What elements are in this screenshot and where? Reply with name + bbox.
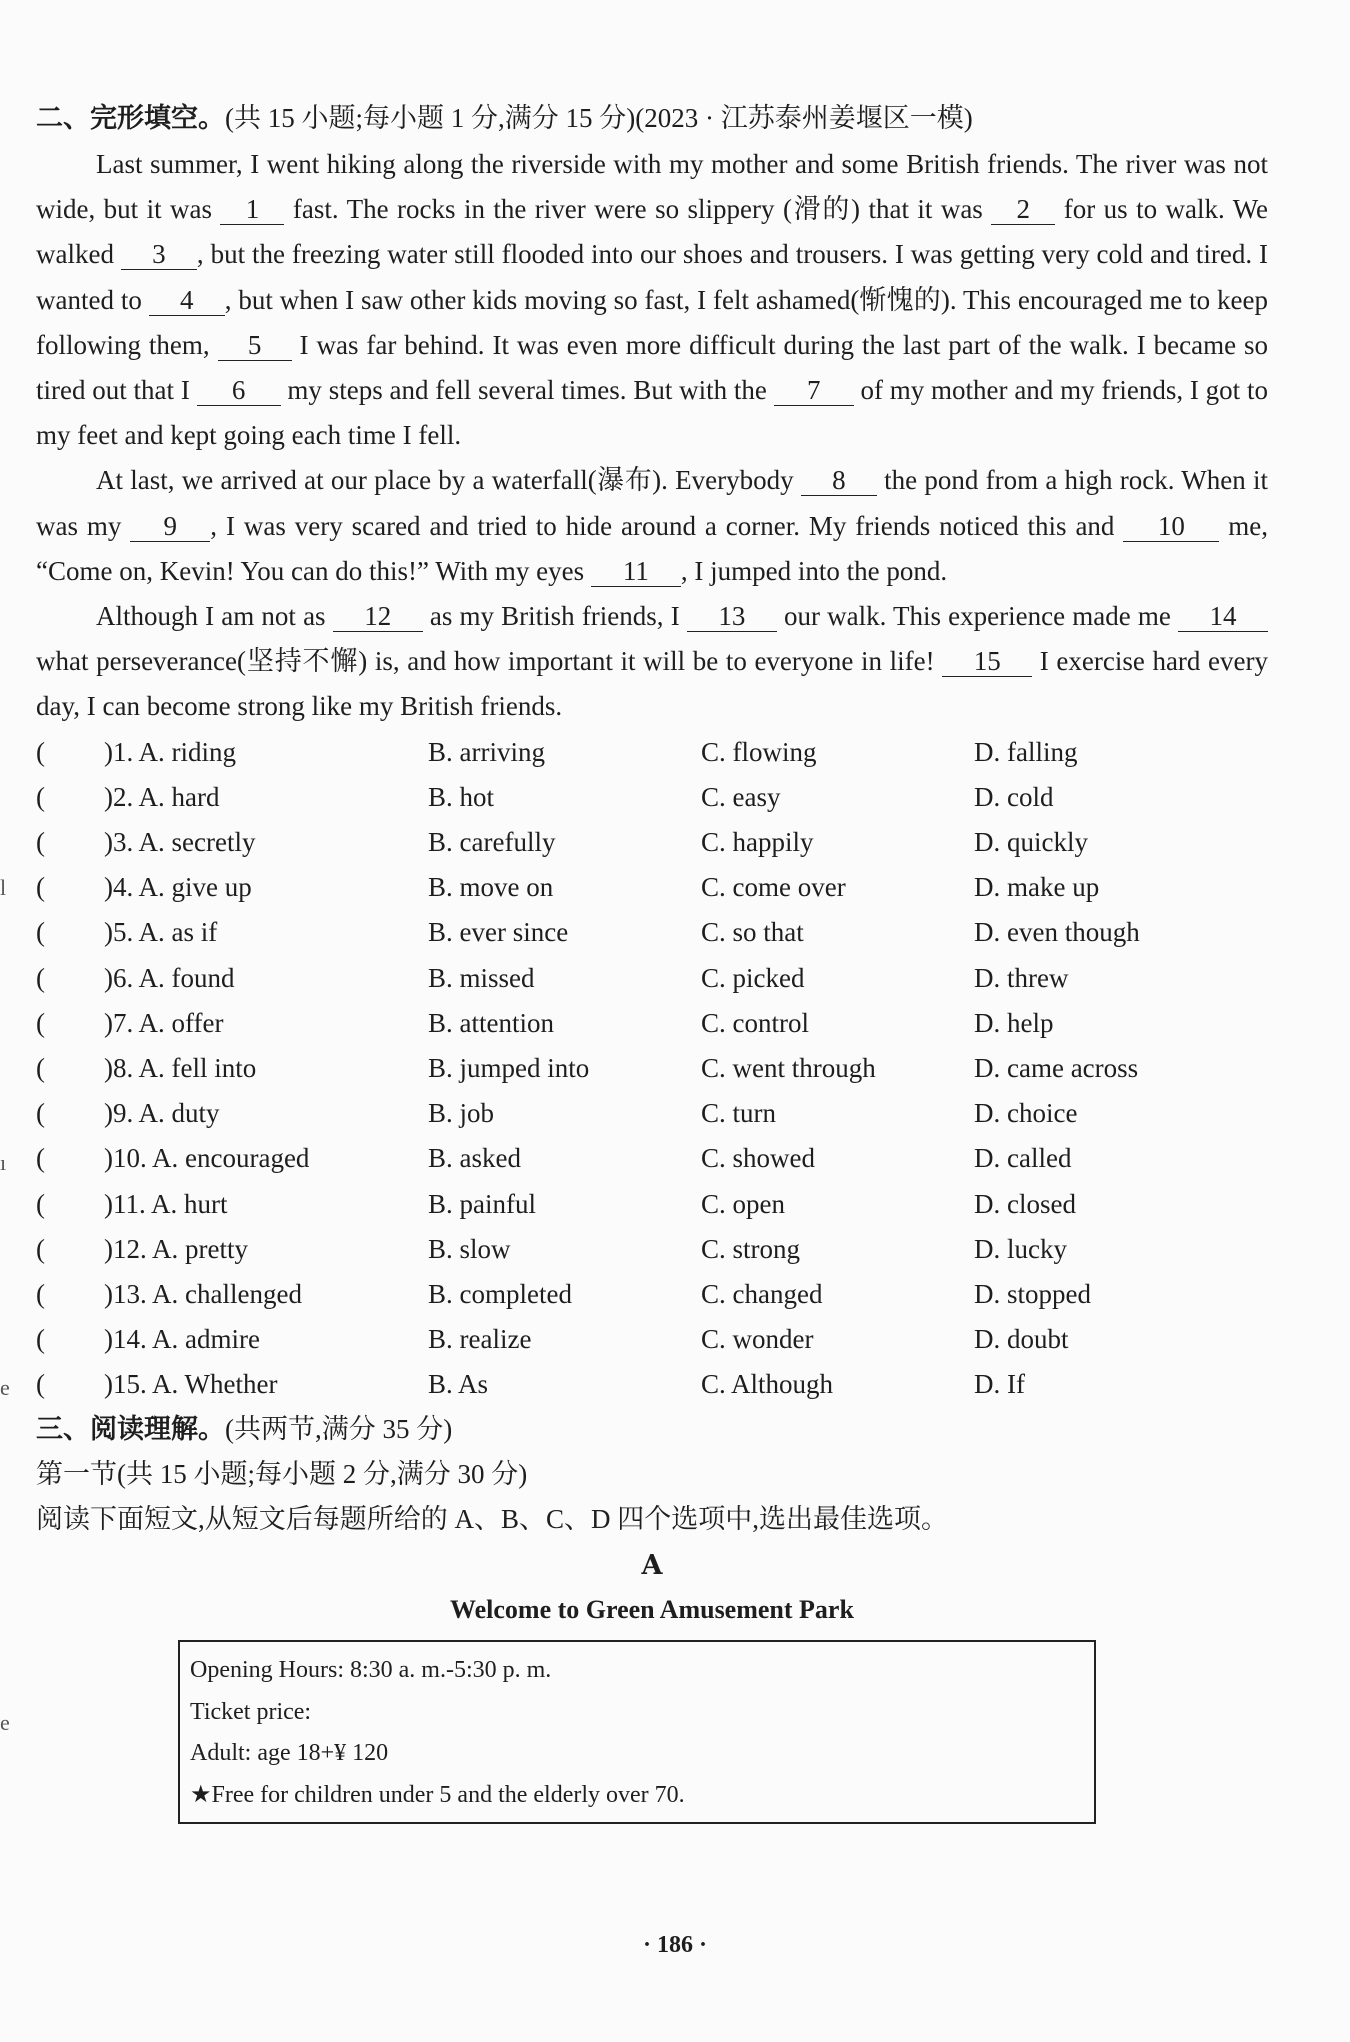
- cloze-paragraph-2: [36, 458, 1268, 594]
- blank-3: 3: [121, 239, 197, 270]
- text: , I was very scared and tried to hide around a corner. My friends noticed this and: [210, 510, 1124, 541]
- option-row: [36, 1046, 1268, 1091]
- question-number: [36, 1279, 428, 1310]
- option-a: )5. A. as if: [104, 917, 218, 948]
- answer-paren: (: [36, 1143, 45, 1174]
- option-a: )15. A. Whether: [104, 1369, 278, 1400]
- option-c: C. Although: [701, 1369, 834, 1400]
- option-b: B. painful: [428, 1188, 536, 1219]
- option-row: [36, 1362, 1268, 1407]
- option-a: )12. A. pretty: [104, 1233, 248, 1264]
- text: as my British friends, I: [422, 601, 687, 632]
- option-d: D. called: [974, 1143, 1072, 1174]
- margin-mark: l: [0, 875, 7, 900]
- option-row: [36, 820, 1268, 865]
- option-d: D. threw: [974, 962, 1069, 993]
- question-number: [36, 872, 428, 903]
- answer-paren: (: [36, 736, 45, 767]
- margin-mark: e: [0, 1710, 10, 1735]
- question-number: [36, 963, 428, 994]
- text: the pond from a high rock. When it was my: [36, 465, 1268, 541]
- blank-12: 12: [333, 601, 423, 632]
- option-b: B. slow: [428, 1233, 511, 1264]
- option-row: [36, 910, 1268, 955]
- option-row: [36, 1001, 1268, 1046]
- answer-paren: (: [36, 1007, 45, 1038]
- option-b: B. hot: [428, 781, 495, 812]
- option-a: )8. A. fell into: [104, 1053, 257, 1084]
- section3-part1: 第一节(共 15 小题;每小题 2 分,满分 30 分): [36, 1459, 528, 1490]
- text: me, “Come on, Kevin! You can do this!” With my eyes: [36, 510, 1268, 586]
- option-b: B. completed: [428, 1278, 572, 1309]
- passage-letter: A: [641, 1550, 663, 1582]
- blank-7: 7: [774, 375, 854, 406]
- option-row: [36, 956, 1268, 1001]
- opening-hours: Opening Hours: 8:30 a. m.-5:30 p. m.: [190, 1657, 552, 1684]
- text: what perseverance(坚持不懈) is, and how important it will be to everyone in life!: [36, 646, 943, 677]
- option-row: [36, 1272, 1268, 1317]
- option-c: C. easy: [701, 781, 781, 812]
- answer-paren: (: [36, 1233, 45, 1264]
- option-row: [36, 1136, 1268, 1181]
- option-b: B. asked: [428, 1143, 521, 1174]
- text: my steps and fell several times. But with the: [280, 375, 774, 406]
- question-number: [36, 1324, 428, 1355]
- option-d: D. cold: [974, 781, 1054, 812]
- option-c: C. picked: [701, 962, 805, 993]
- blank-11: 11: [591, 556, 681, 587]
- option-a: )9. A. duty: [104, 1098, 220, 1129]
- answer-options: [36, 730, 1268, 1408]
- option-b: B. jumped into: [428, 1053, 590, 1084]
- answer-paren: (: [36, 917, 45, 948]
- option-row: [36, 1182, 1268, 1227]
- answer-paren: (: [36, 781, 45, 812]
- text: Last summer, I went hiking along the riverside with my mother and some British friends. The river was not wide, but it was: [36, 149, 1268, 225]
- option-b: B. arriving: [428, 736, 545, 767]
- free-admission-note: ★Free for children under 5 and the elderly over 70.: [190, 1781, 685, 1808]
- blank-5: 5: [218, 330, 292, 361]
- blank-15: 15: [942, 646, 1032, 677]
- option-a: )2. A. hard: [104, 781, 220, 812]
- blank-6: 6: [197, 375, 281, 406]
- answer-paren: (: [36, 1098, 45, 1129]
- option-d: D. came across: [974, 1053, 1139, 1084]
- option-a: )10. A. encouraged: [104, 1143, 310, 1174]
- option-d: D. even though: [974, 917, 1140, 948]
- question-number: [36, 827, 428, 858]
- text: , but the freezing water still flooded into our shoes and trousers. I was getting very cold and tired. I wanted to: [36, 239, 1269, 315]
- option-c: C. control: [701, 1007, 809, 1038]
- answer-paren: (: [36, 1053, 45, 1084]
- option-c: C. wonder: [701, 1324, 814, 1355]
- option-d: D. lucky: [974, 1233, 1067, 1264]
- option-row: [36, 865, 1268, 910]
- option-c: C. flowing: [701, 736, 817, 767]
- cloze-paragraph-3: [36, 594, 1268, 730]
- text: I exercise hard every day, I can become strong like my British friends.: [36, 646, 1268, 722]
- section3-subtitle: (共两节,满分 35 分): [225, 1414, 453, 1445]
- option-d: D. choice: [974, 1098, 1078, 1129]
- option-a: )13. A. challenged: [104, 1278, 302, 1309]
- blank-14: 14: [1178, 601, 1268, 632]
- option-a: )14. A. admire: [104, 1324, 260, 1355]
- answer-paren: (: [36, 1324, 45, 1355]
- option-a: )7. A. offer: [104, 1007, 224, 1038]
- margin-mark: ı: [0, 1150, 7, 1175]
- park-info-box: [178, 1640, 1096, 1824]
- text: , but when I saw other kids moving so fast, I felt ashamed(惭愧的). This encouraged me to keep following them,: [36, 284, 1268, 360]
- blank-8: 8: [801, 465, 877, 496]
- option-b: B. job: [428, 1098, 495, 1129]
- option-d: D. falling: [974, 736, 1078, 767]
- text: , I jumped into the pond.: [680, 555, 948, 586]
- question-number: [36, 1234, 428, 1265]
- option-c: C. open: [701, 1188, 785, 1219]
- page-number: · 186 ·: [642, 1932, 707, 1958]
- option-b: B. realize: [428, 1324, 532, 1355]
- option-b: B. attention: [428, 1007, 554, 1038]
- text: of my mother and my friends, I got to my feet and kept going each time I fell.: [36, 375, 1268, 451]
- option-b: B. missed: [428, 962, 535, 993]
- question-number: [36, 1098, 428, 1129]
- question-number: [36, 1189, 428, 1220]
- option-c: C. strong: [701, 1233, 801, 1264]
- text: our walk. This experience made me: [776, 601, 1178, 632]
- text: At last, we arrived at our place by a waterfall(瀑布). Everybody: [96, 465, 801, 496]
- option-c: C. went through: [701, 1053, 876, 1084]
- option-row: [36, 1317, 1268, 1362]
- option-b: B. move on: [428, 872, 554, 903]
- option-d: D. make up: [974, 872, 1100, 903]
- answer-paren: (: [36, 1188, 45, 1219]
- section3-instruction: 阅读下面短文,从短文后每题所给的 A、B、C、D 四个选项中,选出最佳选项。: [36, 1504, 949, 1535]
- text: for us to walk. We walked: [36, 194, 1268, 270]
- question-number: [36, 1053, 428, 1084]
- question-number: [36, 1008, 428, 1039]
- option-c: C. turn: [701, 1098, 777, 1129]
- answer-paren: (: [36, 827, 45, 858]
- adult-price: Adult: age 18+¥ 120: [190, 1740, 389, 1767]
- section2-heading: [36, 95, 1268, 142]
- answer-paren: (: [36, 962, 45, 993]
- blank-2: 2: [991, 194, 1055, 225]
- option-a: )6. A. found: [104, 962, 235, 993]
- ticket-price-label: Ticket price:: [190, 1698, 312, 1725]
- section2-title: 二、完形填空。: [36, 103, 225, 134]
- option-c: C. come over: [701, 872, 846, 903]
- blank-13: 13: [687, 601, 777, 632]
- option-d: D. help: [974, 1007, 1054, 1038]
- option-c: C. so that: [701, 917, 804, 948]
- question-number: [36, 737, 428, 768]
- section3-title: 三、阅读理解。: [36, 1414, 225, 1446]
- answer-paren: (: [36, 872, 45, 903]
- option-d: D. closed: [974, 1188, 1076, 1219]
- option-a: )4. A. give up: [104, 872, 252, 903]
- question-number: [36, 782, 428, 813]
- question-number: [36, 917, 428, 948]
- margin-mark: e: [0, 1375, 10, 1400]
- option-a: )11. A. hurt: [104, 1188, 228, 1219]
- option-d: D. stopped: [974, 1278, 1091, 1309]
- section3-heading: [36, 1407, 1268, 1452]
- option-b: B. ever since: [428, 917, 569, 948]
- cloze-paragraph-1: [36, 142, 1268, 458]
- blank-4: 4: [149, 285, 225, 316]
- option-c: C. happily: [701, 827, 814, 858]
- text: I was far behind. It was even more difficult during the last part of the walk. I became so tired out that I: [36, 329, 1268, 406]
- blank-9: 9: [130, 511, 210, 542]
- passage-title: Welcome to Green Amusement Park: [450, 1595, 854, 1625]
- option-a: )1. A. riding: [104, 736, 236, 767]
- section2-subtitle: (共 15 小题;每小题 1 分,满分 15 分)(2023 · 江苏泰州姜堰区一模): [225, 103, 973, 133]
- option-d: D. If: [974, 1369, 1025, 1400]
- blank-1: 1: [220, 194, 284, 225]
- option-row: [36, 1227, 1268, 1272]
- option-d: D. doubt: [974, 1324, 1069, 1355]
- text: Although I am not as: [96, 601, 333, 632]
- question-number: [36, 1369, 428, 1400]
- option-a: )3. A. secretly: [104, 827, 256, 858]
- question-number: [36, 1143, 428, 1174]
- option-b: B. carefully: [428, 827, 556, 858]
- text: fast. The rocks in the river were so slippery (滑的) that it was: [284, 194, 992, 225]
- option-row: [36, 775, 1268, 820]
- worksheet-page: [36, 95, 1268, 1824]
- option-row: [36, 1091, 1268, 1136]
- answer-paren: (: [36, 1369, 45, 1400]
- option-b: B. As: [428, 1369, 489, 1400]
- option-d: D. quickly: [974, 827, 1088, 858]
- blank-10: 10: [1123, 511, 1219, 542]
- option-c: C. changed: [701, 1278, 823, 1309]
- option-row: [36, 730, 1268, 775]
- answer-paren: (: [36, 1278, 45, 1309]
- option-c: C. showed: [701, 1143, 815, 1174]
